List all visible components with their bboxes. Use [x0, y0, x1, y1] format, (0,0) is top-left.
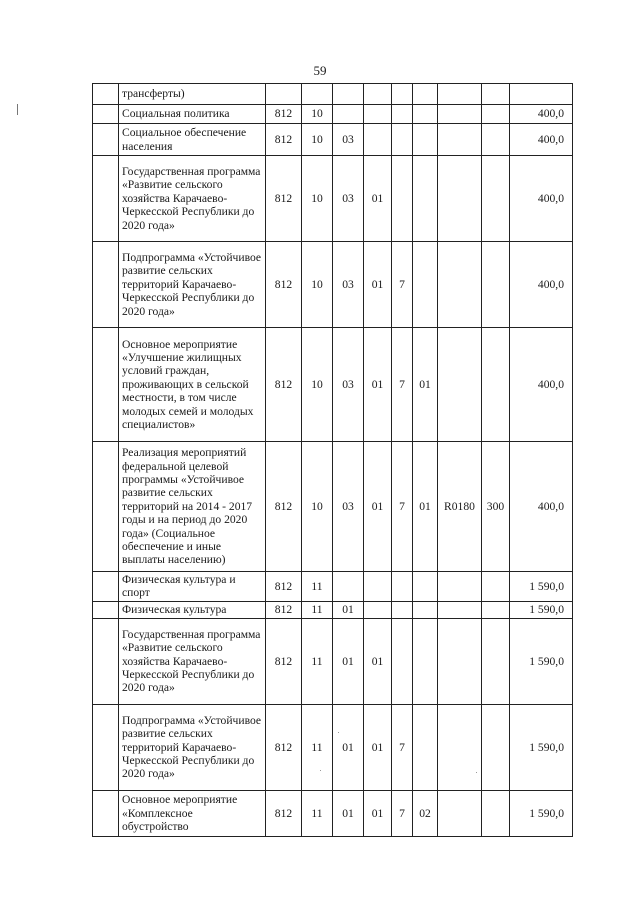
direction-code: [438, 156, 482, 242]
subprogram-code: 7: [392, 704, 413, 790]
admin-code: 812: [266, 618, 302, 704]
amount-value: 400,0: [510, 442, 573, 572]
expense-type-code: [482, 790, 510, 836]
admin-code: 812: [266, 156, 302, 242]
program-code: 01: [364, 328, 392, 442]
subprogram-code: [392, 105, 413, 124]
subprogram-code: 7: [392, 790, 413, 836]
row-name: трансферты): [119, 84, 266, 105]
expense-type-code: [482, 124, 510, 156]
table-row: [93, 328, 573, 442]
section-code: 10: [302, 105, 333, 124]
subprogram-code: 7: [392, 442, 413, 572]
expense-type-code: [482, 601, 510, 618]
measure-code: [413, 105, 438, 124]
expense-type-code: [482, 84, 510, 105]
admin-code: 812: [266, 242, 302, 328]
program-code: 01: [364, 442, 392, 572]
subprogram-code: 7: [392, 242, 413, 328]
row-name: Основное мероприятие «Улучшение жилищных условий граждан, проживающих в сельской местности, в том числе молодых семей и молодых специалистов»: [119, 328, 266, 442]
subprogram-code: [392, 618, 413, 704]
direction-code: [438, 601, 482, 618]
row-name: Социальное обеспечение населения: [119, 124, 266, 156]
amount-value: 400,0: [510, 105, 573, 124]
expense-type-code: [482, 328, 510, 442]
program-code: [364, 84, 392, 105]
admin-code: 812: [266, 124, 302, 156]
expense-type-code: [482, 572, 510, 602]
measure-code: 01: [413, 328, 438, 442]
row-name: Социальная политика: [119, 105, 266, 124]
direction-code: [438, 242, 482, 328]
expense-type-code: 300: [482, 442, 510, 572]
row-marker-cell: [93, 442, 119, 572]
section-code: 11: [302, 618, 333, 704]
row-marker-cell: [93, 105, 119, 124]
subsection-code: 01: [333, 790, 364, 836]
section-code: [302, 84, 333, 105]
program-code: [364, 124, 392, 156]
row-marker-cell: [93, 618, 119, 704]
subsection-code: 01: [333, 618, 364, 704]
row-name: Государственная программа «Развитие сельского хозяйства Карачаево-Черкесской Республики до 2020 года»: [119, 618, 266, 704]
section-code: 11: [302, 601, 333, 618]
amount-value: 400,0: [510, 124, 573, 156]
section-code: 11: [302, 704, 333, 790]
table-row: [93, 601, 573, 618]
direction-code: [438, 84, 482, 105]
admin-code: 812: [266, 328, 302, 442]
row-marker-cell: [93, 601, 119, 618]
subsection-code: [333, 105, 364, 124]
amount-value: 1 590,0: [510, 572, 573, 602]
table-row: [93, 618, 573, 704]
expense-type-code: [482, 704, 510, 790]
row-marker-cell: [93, 156, 119, 242]
program-code: 01: [364, 704, 392, 790]
direction-code: R0180: [438, 442, 482, 572]
table-body: [93, 84, 573, 837]
table-row: [93, 156, 573, 242]
program-code: 01: [364, 790, 392, 836]
scan-margin-mark: [17, 104, 18, 115]
budget-table: [92, 83, 573, 837]
admin-code: 812: [266, 601, 302, 618]
measure-code: [413, 156, 438, 242]
amount-value: 400,0: [510, 328, 573, 442]
measure-code: 01: [413, 442, 438, 572]
direction-code: [438, 124, 482, 156]
direction-code: [438, 704, 482, 790]
admin-code: 812: [266, 572, 302, 602]
subprogram-code: [392, 156, 413, 242]
measure-code: [413, 84, 438, 105]
table-row: [93, 84, 573, 105]
row-name: Подпрограмма «Устойчивое развитие сельских территорий Карачаево-Черкесской Республики до 2020 года»: [119, 704, 266, 790]
direction-code: [438, 618, 482, 704]
table-row: [93, 124, 573, 156]
subsection-code: 01: [333, 601, 364, 618]
subsection-code: 03: [333, 156, 364, 242]
amount-value: [510, 84, 573, 105]
row-marker-cell: [93, 704, 119, 790]
subsection-code: 03: [333, 242, 364, 328]
program-code: [364, 105, 392, 124]
table-row: [93, 105, 573, 124]
program-code: [364, 572, 392, 602]
row-name: Подпрограмма «Устойчивое развитие сельских территорий Карачаево-Черкесской Республики до 2020 года»: [119, 242, 266, 328]
direction-code: [438, 328, 482, 442]
amount-value: 1 590,0: [510, 704, 573, 790]
subsection-code: [333, 84, 364, 105]
measure-code: [413, 572, 438, 602]
subprogram-code: [392, 572, 413, 602]
program-code: 01: [364, 618, 392, 704]
row-name: Основное мероприятие «Комплексное обустройство: [119, 790, 266, 836]
page-number: 59: [313, 63, 327, 78]
section-code: 10: [302, 242, 333, 328]
section-code: 11: [302, 790, 333, 836]
row-name: Реализация мероприятий федеральной целевой программы «Устойчивое развитие сельских территорий на 2014 - 2017 годы и на период до 2020 года» (Социальное обеспечение и иные выплаты населению): [119, 442, 266, 572]
row-marker-cell: [93, 124, 119, 156]
program-code: [364, 601, 392, 618]
expense-type-code: [482, 618, 510, 704]
subprogram-code: [392, 601, 413, 618]
program-code: 01: [364, 156, 392, 242]
program-code: 01: [364, 242, 392, 328]
row-marker-cell: [93, 572, 119, 602]
row-marker-cell: [93, 84, 119, 105]
direction-code: [438, 105, 482, 124]
row-name: Государственная программа «Развитие сельского хозяйства Карачаево-Черкесской Республики до 2020 года»: [119, 156, 266, 242]
subsection-code: 03: [333, 124, 364, 156]
measure-code: [413, 601, 438, 618]
subprogram-code: [392, 84, 413, 105]
subsection-code: 01: [333, 704, 364, 790]
amount-value: 1 590,0: [510, 618, 573, 704]
table-row: [93, 704, 573, 790]
admin-code: 812: [266, 704, 302, 790]
table-row: [93, 442, 573, 572]
amount-value: 400,0: [510, 242, 573, 328]
section-code: 10: [302, 442, 333, 572]
row-name: Физическая культура: [119, 601, 266, 618]
measure-code: [413, 242, 438, 328]
amount-value: 1 590,0: [510, 601, 573, 618]
section-code: 10: [302, 124, 333, 156]
row-marker-cell: [93, 328, 119, 442]
section-code: 10: [302, 328, 333, 442]
direction-code: [438, 790, 482, 836]
row-marker-cell: [93, 242, 119, 328]
amount-value: 400,0: [510, 156, 573, 242]
admin-code: [266, 84, 302, 105]
measure-code: [413, 618, 438, 704]
section-code: 10: [302, 156, 333, 242]
section-code: 11: [302, 572, 333, 602]
measure-code: [413, 704, 438, 790]
direction-code: [438, 572, 482, 602]
admin-code: 812: [266, 442, 302, 572]
row-name: Физическая культура и спорт: [119, 572, 266, 602]
admin-code: 812: [266, 790, 302, 836]
measure-code: 02: [413, 790, 438, 836]
measure-code: [413, 124, 438, 156]
expense-type-code: [482, 242, 510, 328]
row-marker-cell: [93, 790, 119, 836]
table-row: [93, 242, 573, 328]
table-row: [93, 572, 573, 602]
subsection-code: 03: [333, 442, 364, 572]
admin-code: 812: [266, 105, 302, 124]
amount-value: 1 590,0: [510, 790, 573, 836]
table-row: [93, 790, 573, 836]
subsection-code: [333, 572, 364, 602]
subprogram-code: 7: [392, 328, 413, 442]
expense-type-code: [482, 156, 510, 242]
subprogram-code: [392, 124, 413, 156]
expense-type-code: [482, 105, 510, 124]
subsection-code: 03: [333, 328, 364, 442]
